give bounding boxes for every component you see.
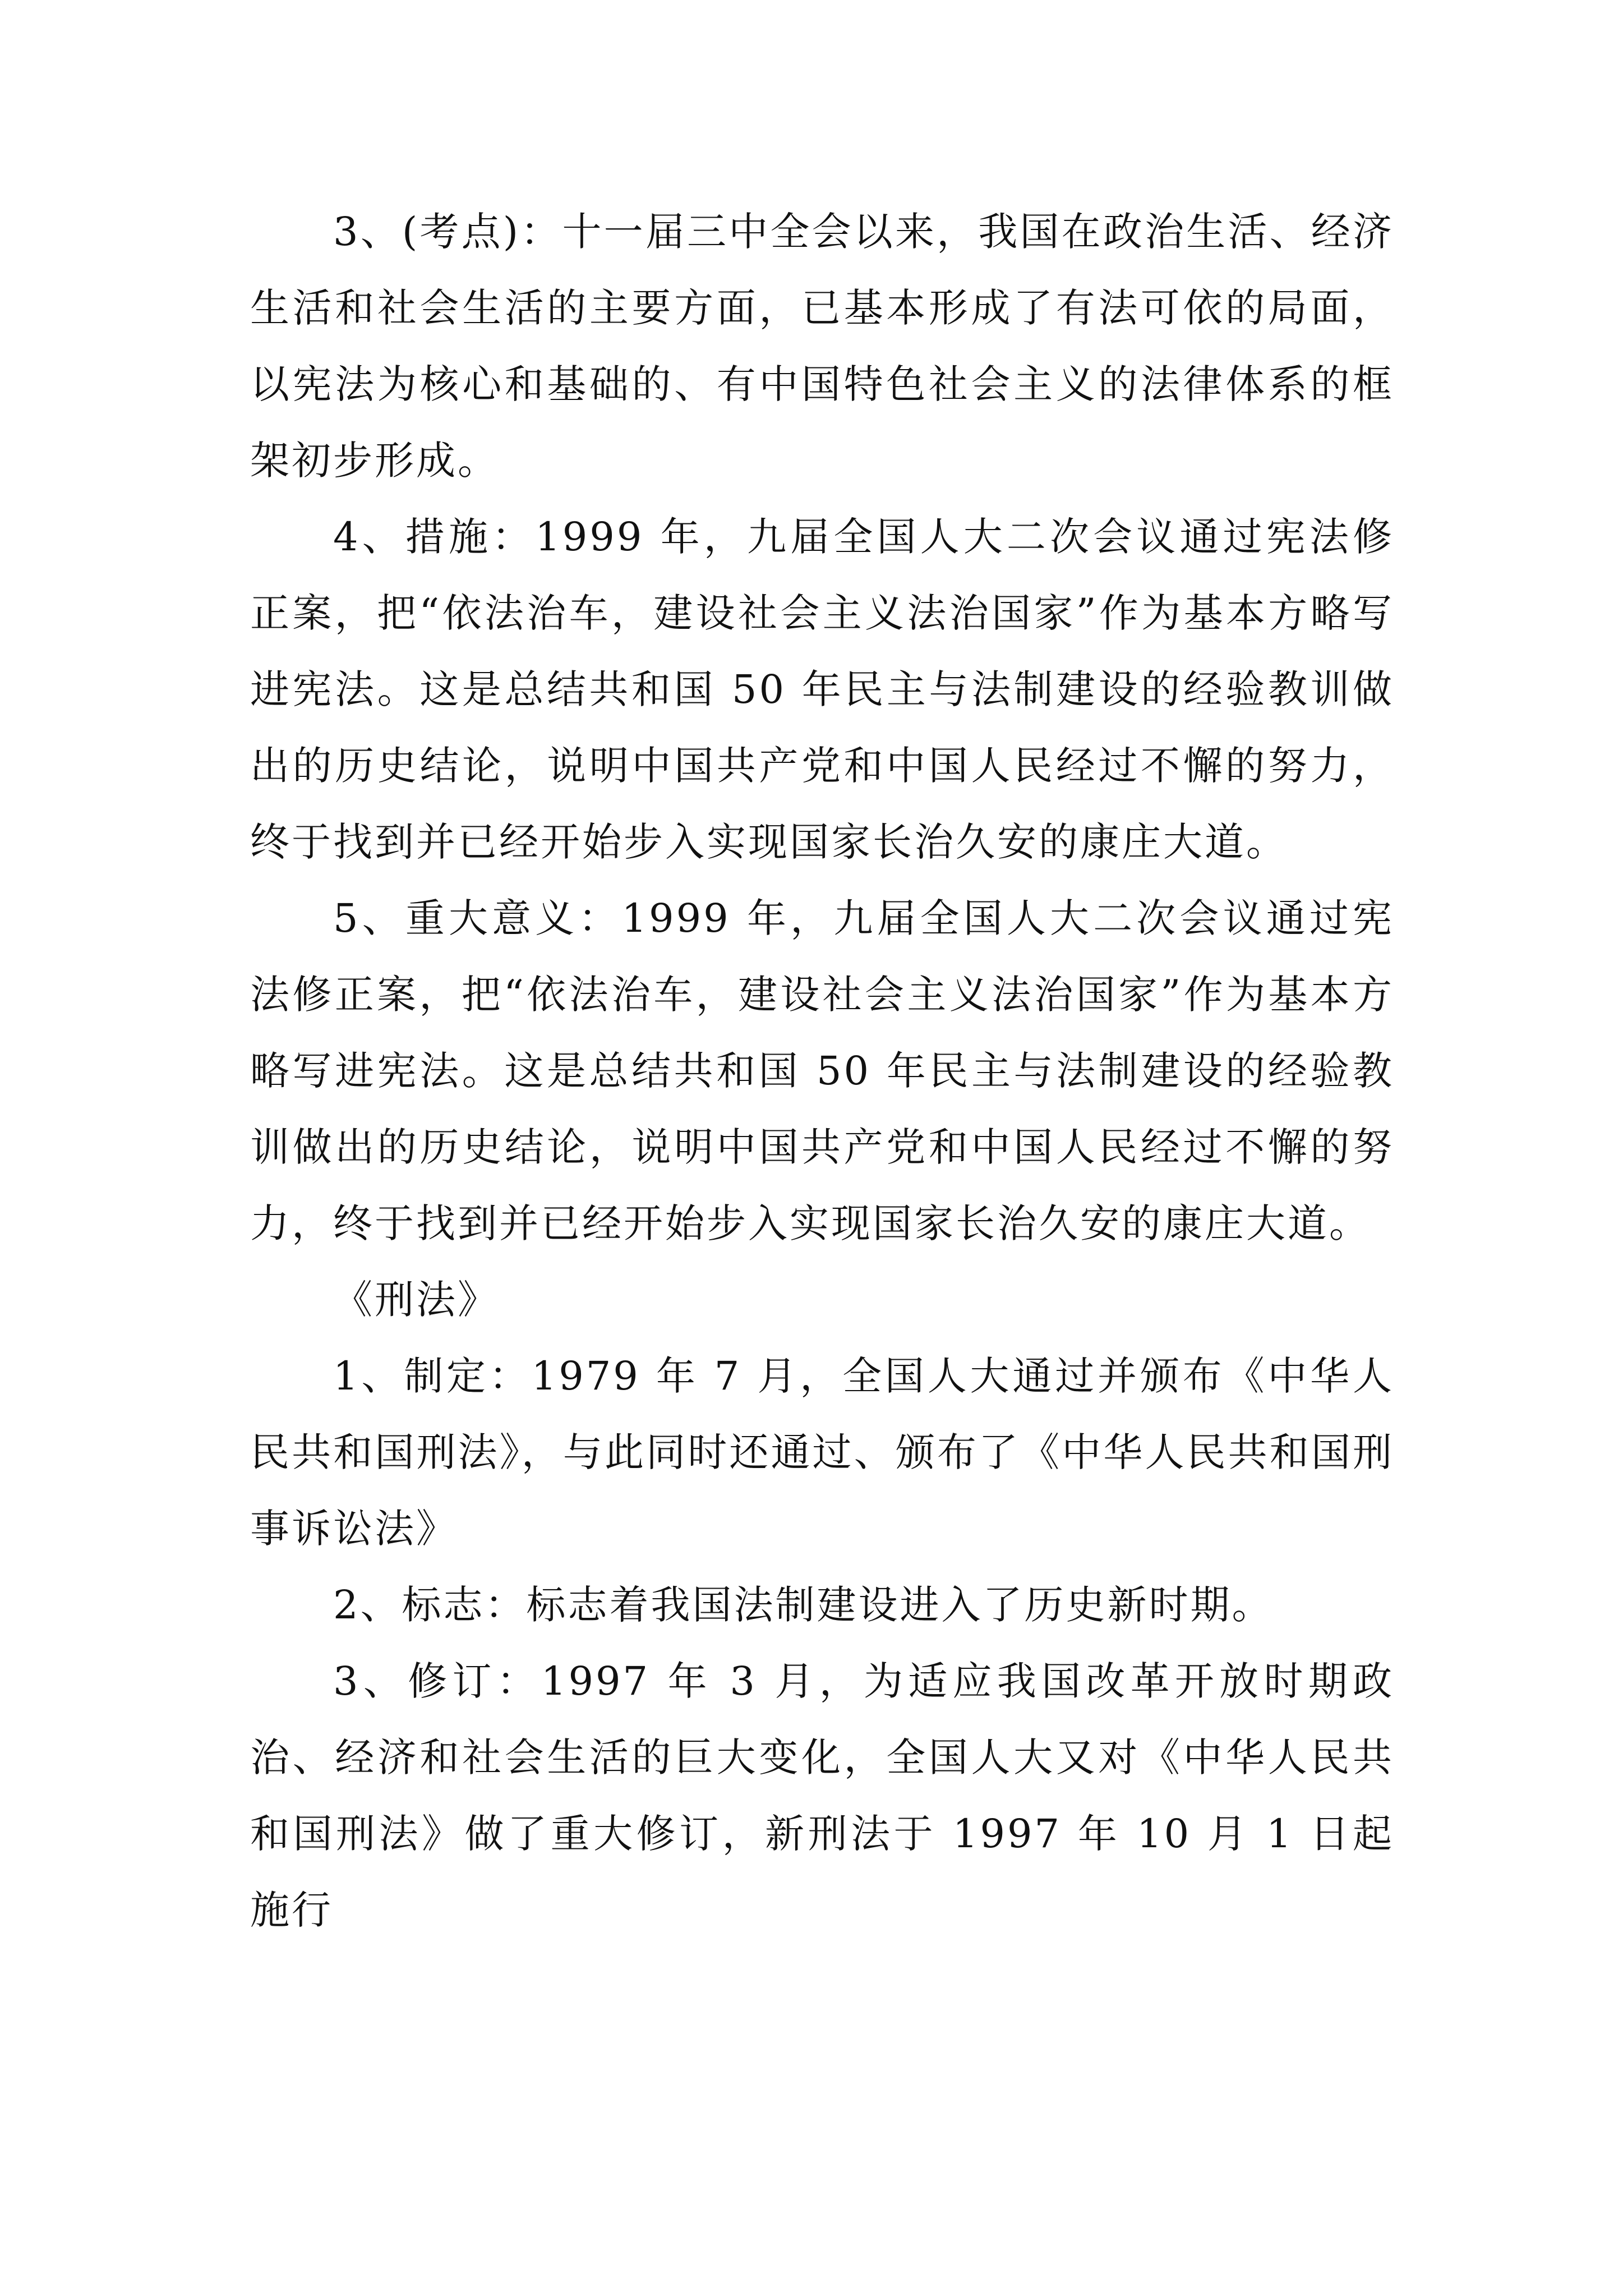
document-body	[250, 194, 1394, 1948]
section-title-criminal-law: 《刑法》	[333, 1277, 499, 1323]
paragraph-criminal-law-1: 1、制定：1979 年 7 月，全国人大通过并颁布《中华人民共和国刑法》，与此同时还通过、颁布了《中华人民共和国刑事诉讼法》	[250, 1353, 1394, 1552]
paragraph-constitution-3: 3、(考点)：十一届三中全会以来，我国在政治生活、经济生活和社会生活的主要方面，已基本形成了有法可依的局面，以宪法为核心和基础的、有中国特色社会主义的法律体系的框架初步形成。	[250, 209, 1394, 484]
paragraph-constitution-4: 4、措施：1999 年，九届全国人大二次会议通过宪法修正案，把“依法治车，建设社会主义法治国家”作为基本方略写进宪法。这是总结共和国 50 年民主与法制建设的经验教训做出的历史结论，说明中国共产党和中国人民经过不懈的努力，终于找到并已经开始步入实现国家长治久安的康庄大道。	[250, 514, 1394, 865]
paragraph-criminal-law-3: 3、修订：1997 年 3 月，为适应我国改革开放时期政治、经济和社会生活的巨大变化，全国人大又对《中华人民共和国刑法》做了重大修订，新刑法于 1997 年 10 月 1 日起施行	[250, 1658, 1394, 1933]
paragraph-constitution-5: 5、重大意义：1999 年，九届全国人大二次会议通过宪法修正案，把“依法治车，建设社会主义法治国家”作为基本方略写进宪法。这是总结共和国 50 年民主与法制建设的经验教训做出的历史结论，说明中国共产党和中国人民经过不懈的努力，终于找到并已经开始步入实现国家长治久安的康庄大道。	[250, 895, 1394, 1246]
paragraph-criminal-law-2: 2、标志：标志着我国法制建设进入了历史新时期。	[333, 1582, 1274, 1628]
